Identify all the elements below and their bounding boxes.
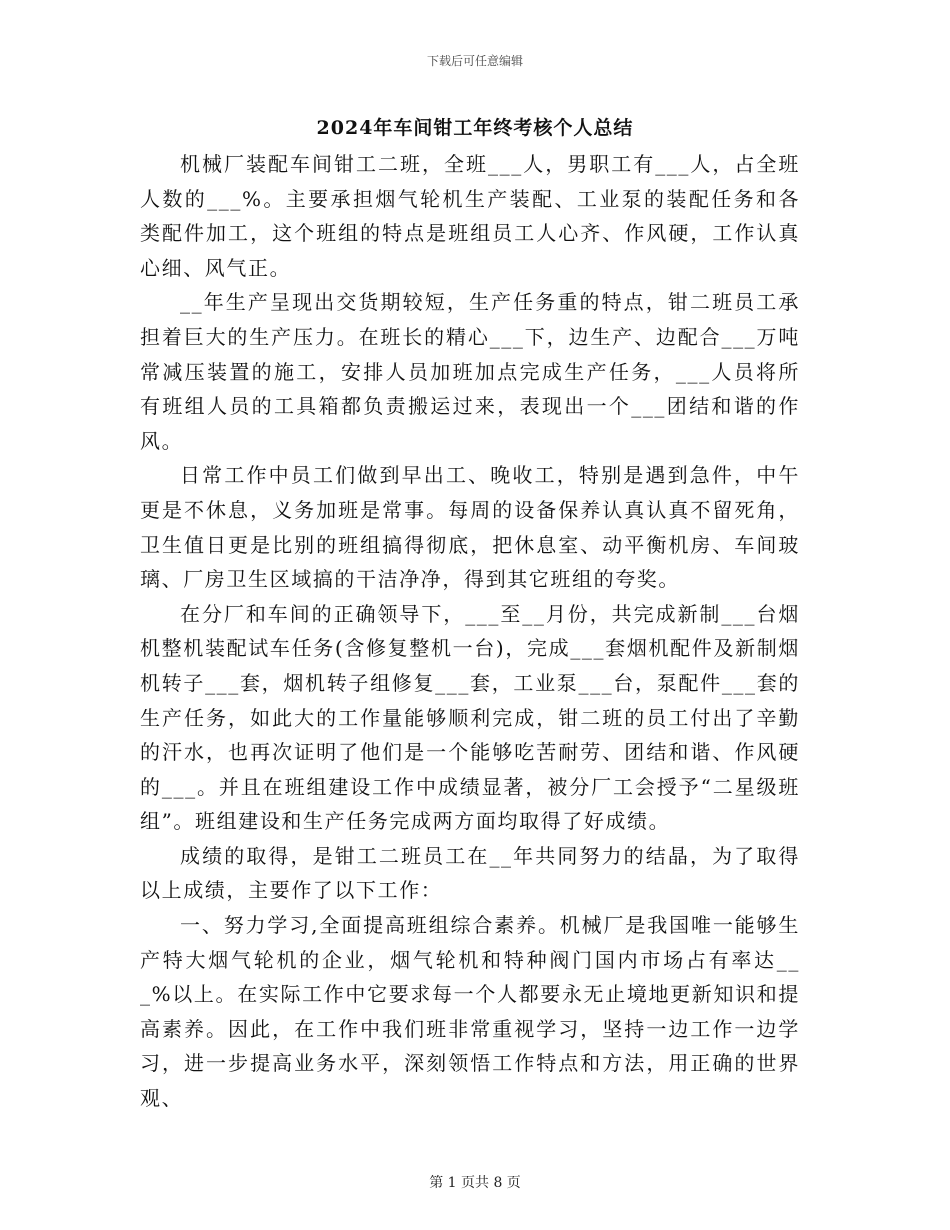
page-number-footer: 第 1 页共 8 页	[429, 1175, 521, 1191]
paragraph-1: 机械厂装配车间钳工二班，全班___人，男职工有___人，占全班人数的___%。主要承担烟气轮机生产装配、工业泵的装配任务和各类配件加工，这个班组的特点是班组员工人心齐、作风硬，工作认真心细、风气正。	[140, 152, 800, 280]
document-title: 2024年车间钳工年终考核个人总结	[316, 117, 634, 139]
paragraph-5: 成绩的取得，是钳工二班员工在__年共同努力的结晶，为了取得以上成绩，主要作了以下工作：	[140, 843, 800, 903]
paragraph-6: 一、努力学习,全面提高班组综合素养。机械厂是我国唯一能够生产特大烟气轮机的企业，烟气轮机和特种阀门国内市场占有率达___%以上。在实际工作中它要求每一个人都要永无止境地更新知识和提高素养。因此，在工作中我们班非常重视学习，坚持一边工作一边学习，进一步提高业务水平，深刻领悟工作特点和方法，用正确的世界观、	[140, 913, 800, 1111]
paragraph-4: 在分厂和车间的正确领导下，___至__月份，共完成新制___台烟机整机装配试车任务(含修复整机一台)，完成___套烟机配件及新制烟机转子___套，烟机转子组修复___套，工业泵___台，泵配件___套的生产任务，如此大的工作量能够顺利完成，钳二班的员工付出了辛勤的汗水，也再次证明了他们是一个能够吃苦耐劳、团结和谐、作风硬的___。并且在班组建设工作中成绩显著，被分厂工会授予“二星级班组”。班组建设和生产任务完成两方面均取得了好成绩。	[140, 601, 800, 834]
paragraph-3: 日常工作中员工们做到早出工、晚收工，特别是遇到急件，中午更是不休息，义务加班是常事。每周的设备保养认真认真不留死角，卫生值日更是比别的班组搞得彻底，把休息室、动平衡机房、车间玻璃、厂房卫生区域搞的干洁净净，得到其它班组的夸奖。	[140, 463, 800, 592]
document-body	[140, 147, 800, 1116]
paragraph-2: __年生产呈现出交货期较短，生产任务重的特点，钳二班员工承担着巨大的生产压力。在班长的精心___下，边生产、边配合___万吨常减压装置的施工，安排人员加班加点完成生产任务，___人员将所有班组人员的工具箱都负责搬运过来，表现出一个___团结和谐的作风。	[140, 290, 800, 453]
page-header-note: 下载后可任意编辑	[426, 54, 523, 68]
